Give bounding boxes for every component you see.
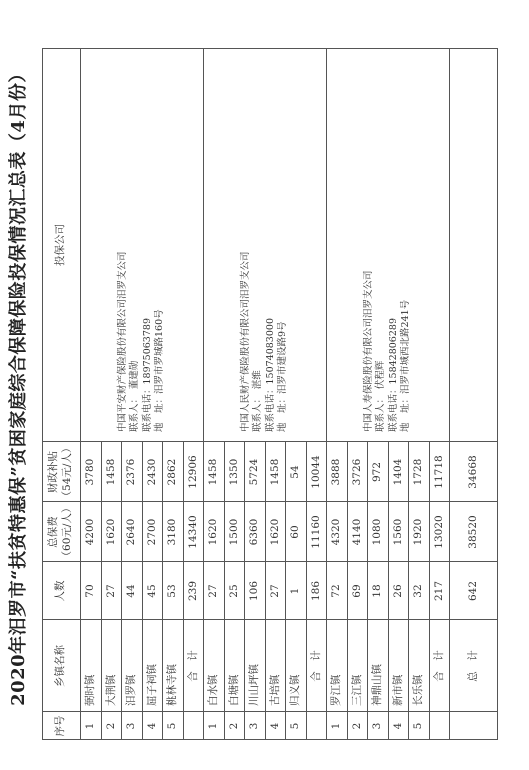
header-town: 乡镇名称 <box>54 645 66 687</box>
row-premium: 2640 <box>125 518 137 546</box>
row-divider <box>388 442 389 740</box>
subtotal-subsidy: 11718 <box>432 455 445 489</box>
row-people: 106 <box>248 580 260 602</box>
row-premium: 4200 <box>84 518 96 546</box>
row-index: 2 <box>350 722 363 730</box>
row-index: 3 <box>371 722 383 730</box>
row-subsidy: 1404 <box>391 458 404 486</box>
grand-total-people: 642 <box>467 580 479 602</box>
company-line: 联系电话：15074083000 <box>264 318 276 432</box>
subtotal-premium: 13020 <box>432 515 445 549</box>
company-line: 中国平安财产保险股份有限公司汨罗支公司 <box>116 251 128 432</box>
row-town: 神鼎山镇 <box>371 664 383 706</box>
company-line: 联系人： 董建勋 <box>129 360 140 432</box>
row-premium: 3180 <box>166 518 178 546</box>
row-premium: 1620 <box>104 518 117 546</box>
row-index: 1 <box>84 722 96 730</box>
row-divider <box>121 442 122 740</box>
subtotal-people: 186 <box>309 580 322 602</box>
row-divider <box>347 442 348 740</box>
row-people: 25 <box>227 584 240 598</box>
row-subsidy: 54 <box>289 465 301 479</box>
row-divider <box>326 48 327 740</box>
row-index: 5 <box>289 722 301 730</box>
row-premium: 60 <box>289 525 301 539</box>
subtotal-label: 合 计 <box>432 650 445 682</box>
company-line: 地 址：汨罗市城西北路241号 <box>400 299 411 432</box>
row-index: 5 <box>166 722 178 730</box>
row-people: 27 <box>268 584 281 598</box>
header-company: 投保公司 <box>54 224 66 266</box>
company-line: 中国人民财产保险股份有限公司汨罗支公司 <box>239 251 251 432</box>
grand-total-premium: 38520 <box>467 515 479 549</box>
row-subsidy: 2862 <box>166 458 178 486</box>
row-divider <box>449 48 450 740</box>
grand-total-subsidy: 34668 <box>467 455 479 489</box>
row-people: 70 <box>84 584 96 598</box>
row-subsidy: 3888 <box>330 458 342 486</box>
row-town: 白水镇 <box>207 674 219 706</box>
row-premium: 4140 <box>350 518 363 546</box>
row-people: 26 <box>391 584 404 598</box>
row-divider <box>203 48 204 740</box>
row-index: 5 <box>412 722 424 730</box>
row-town: 罗江镇 <box>330 674 342 706</box>
row-divider <box>142 442 143 740</box>
header-premium: 总保费 <box>47 516 59 548</box>
row-divider <box>408 442 409 740</box>
row-premium: 1620 <box>207 518 219 546</box>
row-index: 4 <box>268 722 281 730</box>
row-index: 4 <box>145 722 158 730</box>
row-divider <box>306 442 307 740</box>
row-subsidy: 1458 <box>104 458 117 486</box>
row-town: 屈子祠镇 <box>145 664 158 706</box>
subtotal-subsidy: 12906 <box>186 455 199 489</box>
row-people: 45 <box>145 584 158 598</box>
summary-table <box>42 48 498 740</box>
row-town: 三江镇 <box>350 674 363 706</box>
row-people: 44 <box>125 584 137 598</box>
subtotal-people: 217 <box>432 580 445 602</box>
row-index: 2 <box>104 722 117 730</box>
row-premium: 4320 <box>330 518 342 546</box>
row-divider <box>429 442 430 740</box>
row-people: 18 <box>371 584 383 598</box>
row-divider <box>285 442 286 740</box>
row-subsidy: 1728 <box>412 458 424 486</box>
row-subsidy: 3726 <box>350 458 363 486</box>
row-index: 2 <box>227 722 240 730</box>
row-people: 72 <box>330 584 342 598</box>
row-people: 1 <box>289 587 301 595</box>
row-subsidy: 972 <box>371 461 383 483</box>
row-people: 53 <box>166 584 178 598</box>
company-line: 中国人寿保险股份有限公司汨罗支公司 <box>362 270 374 432</box>
header-people: 人数 <box>54 580 66 602</box>
company-line: 联系人： 湛维 <box>252 370 263 432</box>
row-premium: 1500 <box>227 518 240 546</box>
row-divider <box>80 48 81 740</box>
row-town: 桃林寺镇 <box>166 664 178 706</box>
row-subsidy: 3780 <box>84 458 96 486</box>
row-premium: 1560 <box>391 518 404 546</box>
row-subsidy: 1458 <box>268 458 281 486</box>
row-divider <box>162 442 163 740</box>
company-line: 地 址：汨罗市建设路9号 <box>277 321 288 432</box>
row-premium: 1080 <box>371 518 383 546</box>
row-town: 归义镇 <box>289 674 301 706</box>
subtotal-label: 合 计 <box>309 650 322 682</box>
company-line: 联系电话：18975063789 <box>141 318 153 432</box>
row-index: 4 <box>391 722 404 730</box>
row-divider <box>183 442 184 740</box>
subtotal-subsidy: 10044 <box>309 455 322 489</box>
row-town: 汨罗镇 <box>125 674 137 706</box>
row-town: 川山坪镇 <box>248 664 260 706</box>
row-subsidy: 2376 <box>125 458 137 486</box>
row-premium: 6360 <box>248 518 260 546</box>
row-town: 弼时镇 <box>84 674 96 706</box>
row-divider <box>244 442 245 740</box>
row-premium: 1920 <box>412 518 424 546</box>
row-town: 白塘镇 <box>227 674 240 706</box>
row-subsidy: 1458 <box>207 458 219 486</box>
row-divider <box>367 442 368 740</box>
row-town: 古培镇 <box>268 674 281 706</box>
document-title: 2020年汨罗市“扶贫特惠保”贫困家庭综合保障保险投保情况汇总表（4月份） <box>8 64 29 706</box>
row-people: 27 <box>207 584 219 598</box>
row-subsidy: 5724 <box>248 458 260 486</box>
row-index: 3 <box>248 722 260 730</box>
header-subsidy-unit: （54元/人） <box>61 442 73 502</box>
row-index: 3 <box>125 722 137 730</box>
row-divider <box>265 442 266 740</box>
subtotal-people: 239 <box>186 580 199 602</box>
grand-total-label: 总 计 <box>467 650 479 682</box>
subtotal-premium: 11160 <box>309 515 322 549</box>
subtotal-label: 合 计 <box>186 650 199 682</box>
header-premium-unit: （60元/人） <box>61 502 73 562</box>
header-subsidy: 财政补贴 <box>47 451 59 493</box>
row-divider <box>224 442 225 740</box>
subtotal-premium: 14340 <box>186 515 199 549</box>
row-premium: 2700 <box>145 518 158 546</box>
row-town: 长乐镇 <box>412 674 424 706</box>
row-town: 新市镇 <box>391 674 404 706</box>
row-premium: 1620 <box>268 518 281 546</box>
row-index: 1 <box>207 722 219 730</box>
row-town: 大荆镇 <box>104 674 117 706</box>
company-line: 联系电话：15842806289 <box>387 318 399 432</box>
row-people: 69 <box>350 584 363 598</box>
company-line: 联系人： 伏程辉 <box>375 360 386 432</box>
row-divider <box>101 442 102 740</box>
row-index: 1 <box>330 722 342 730</box>
header-index: 序号 <box>54 715 66 737</box>
row-people: 32 <box>412 584 424 598</box>
company-line: 地 址：汨罗市罗城路160号 <box>154 309 165 432</box>
row-subsidy: 2430 <box>145 458 158 486</box>
row-subsidy: 1350 <box>227 458 240 486</box>
row-people: 27 <box>104 584 117 598</box>
